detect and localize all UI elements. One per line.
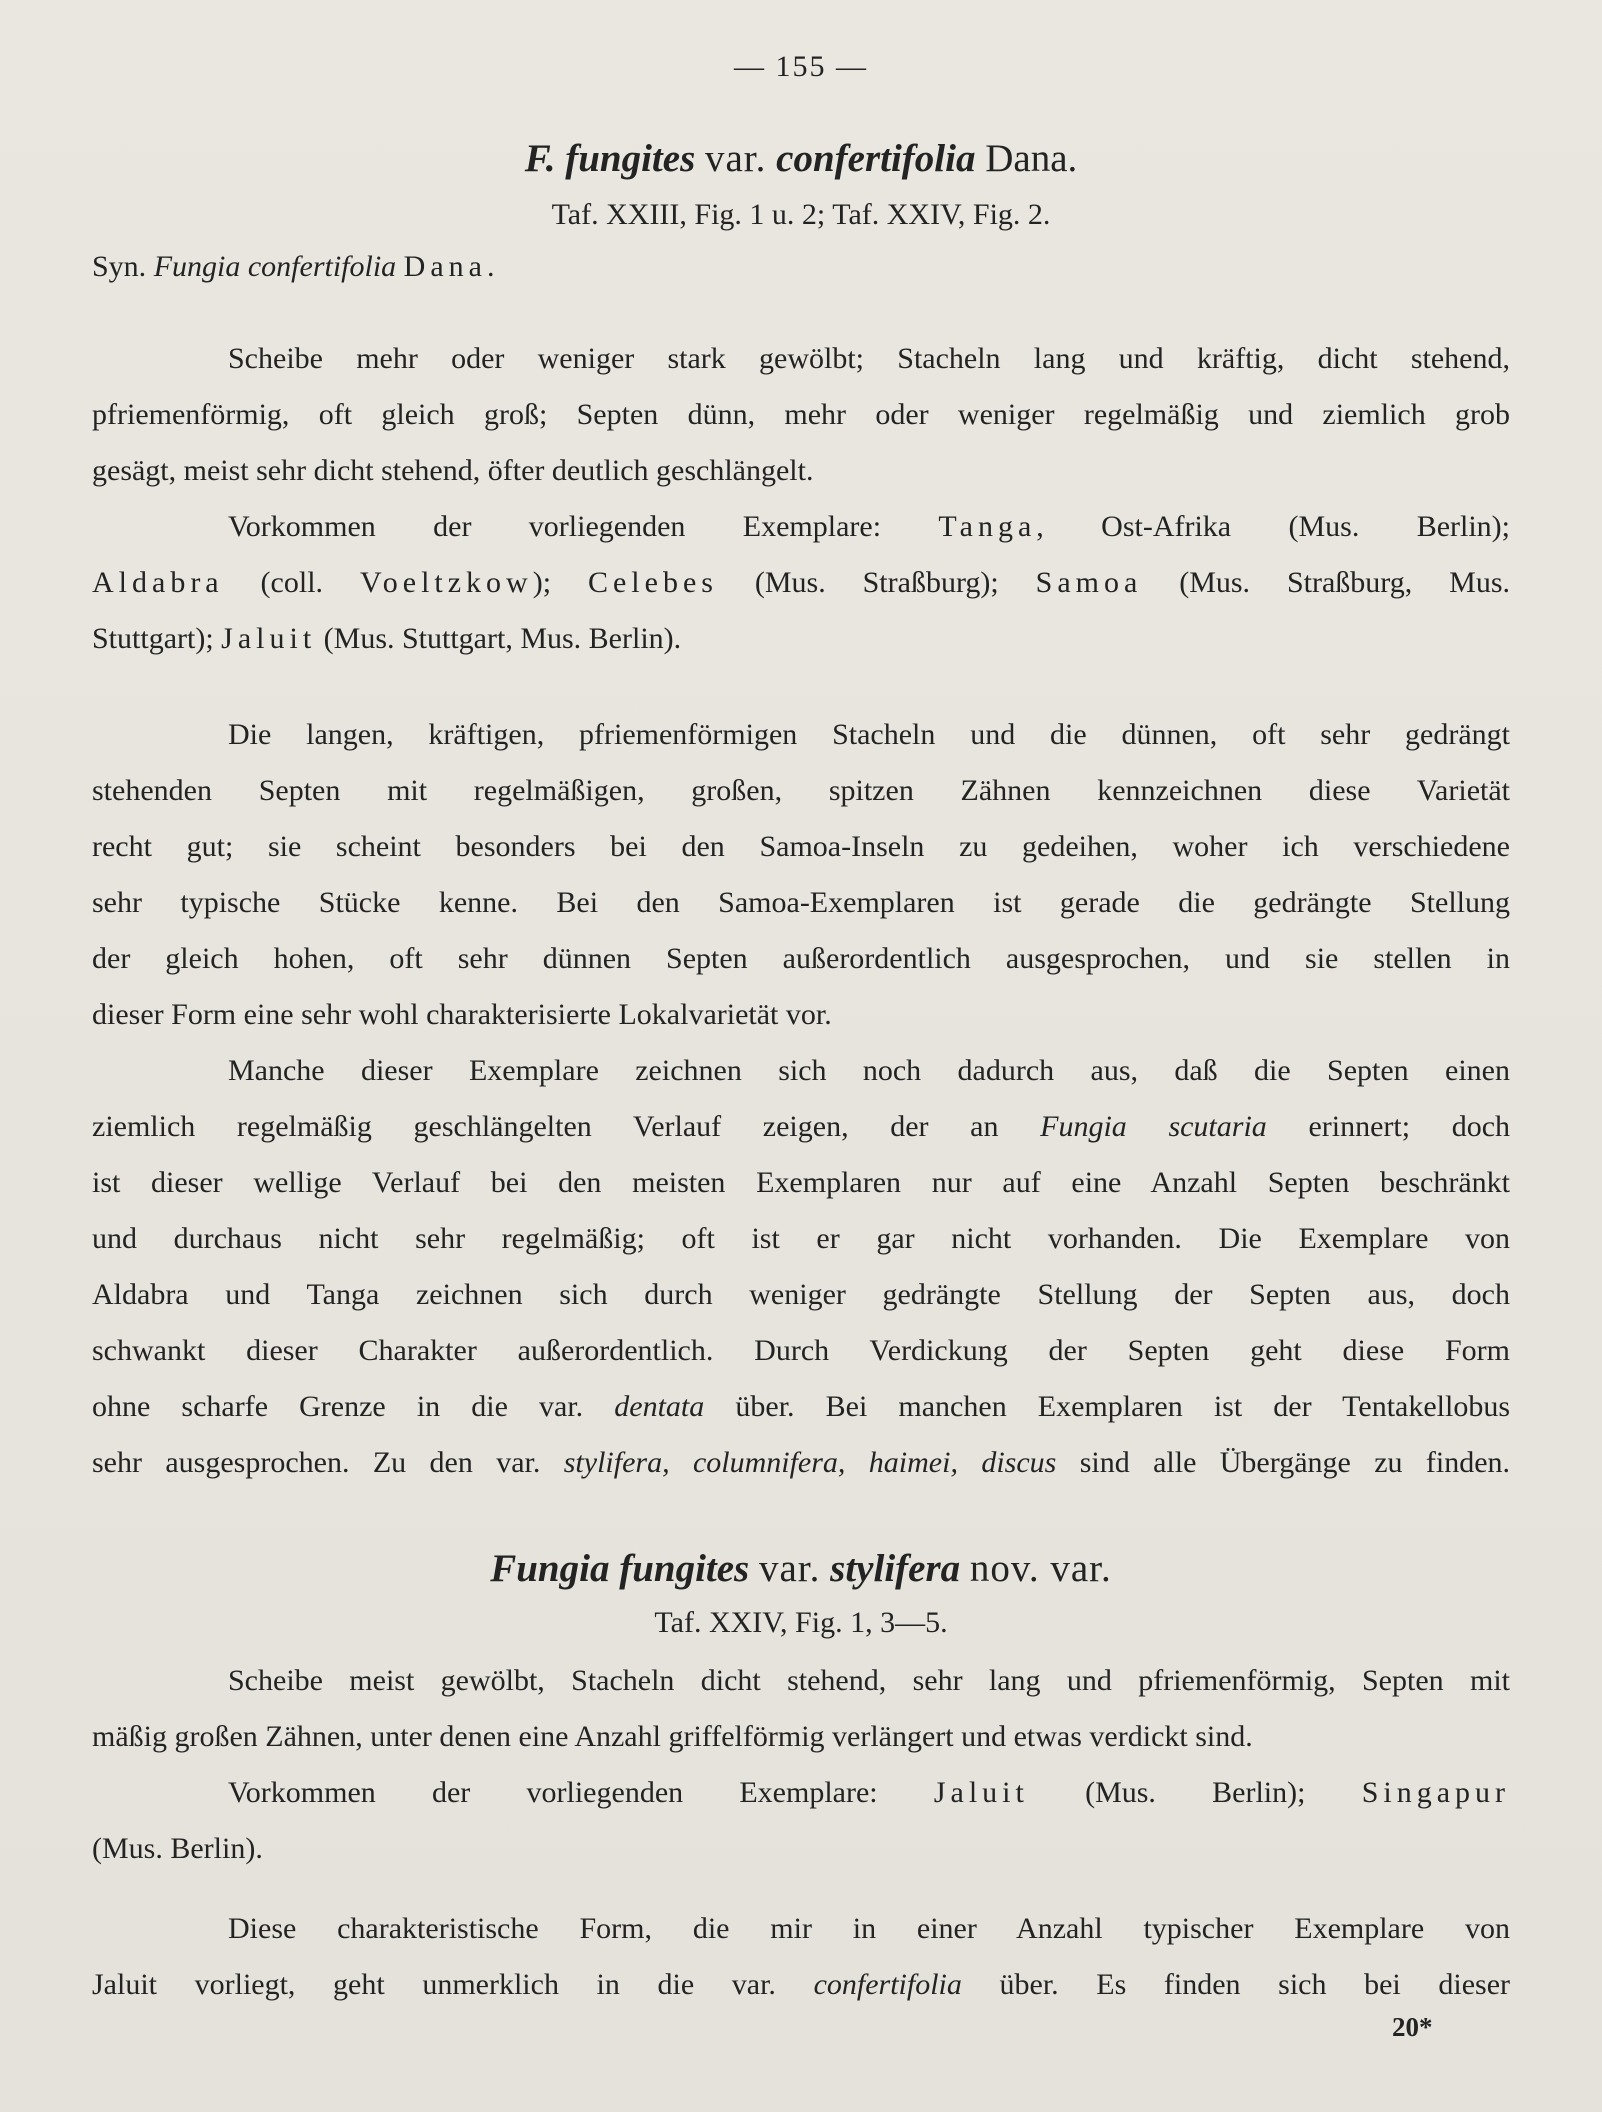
synonym-line: Syn. Fungia confertifolia Dana. bbox=[92, 250, 500, 283]
page-number: — 155 — bbox=[734, 50, 868, 83]
paragraph-line: ohne scharfe Grenze in die var. dentata über. Bei manchen Exemplaren ist der Tentakellobus bbox=[92, 1390, 1510, 1423]
plate-reference-2: Taf. XXIV, Fig. 1, 3—5. bbox=[654, 1606, 948, 1639]
paragraph-line: Jaluit vorliegt, geht unmerklich in die var. confertifolia über. Es finden sich bei dieser bbox=[92, 1968, 1511, 2001]
paragraph-line: ist dieser wellige Verlauf bei den meisten Exemplaren nur auf eine Anzahl Septen beschränkt bbox=[92, 1166, 1510, 1199]
paragraph-line: dieser Form eine sehr wohl charakterisierte Lokalvarietät vor. bbox=[92, 998, 832, 1031]
paragraph-line: Scheibe meist gewölbt, Stacheln dicht stehend, sehr lang und pfriemenförmig, Septen mit bbox=[228, 1664, 1510, 1697]
occurrence-line: Stuttgart); Jaluit (Mus. Stuttgart, Mus. Berlin). bbox=[92, 622, 682, 655]
occurrence-line: Vorkommen der vorliegenden Exemplare: Tanga, Ost-Afrika (Mus. Berlin); bbox=[228, 510, 1510, 543]
paragraph-line: Diese charakteristische Form, die mir in einer Anzahl typischer Exemplare von bbox=[228, 1912, 1510, 1945]
paragraph-line: Scheibe mehr oder weniger stark gewölbt; Stacheln lang und kräftig, dicht stehend, bbox=[228, 342, 1510, 375]
section-title-confertifolia: F. fungites var. confertifolia Dana. bbox=[524, 137, 1078, 180]
paragraph-line: recht gut; sie scheint besonders bei den Samoa-Inseln zu gedeihen, woher ich verschiedene bbox=[92, 830, 1510, 863]
paragraph-line: gesägt, meist sehr dicht stehend, öfter deutlich geschlängelt. bbox=[92, 454, 814, 487]
paragraph-line: stehenden Septen mit regelmäßigen, großen, spitzen Zähnen kennzeichnen diese Varietät bbox=[92, 774, 1510, 807]
paragraph-line: schwankt dieser Charakter außerordentlich. Durch Verdickung der Septen geht diese Form bbox=[92, 1334, 1510, 1367]
occurrence-line: Aldabra (coll. Voeltzkow); Celebes (Mus. Straßburg); Samoa (Mus. Straßburg, Mus. bbox=[92, 566, 1511, 599]
paragraph-line: der gleich hohen, oft sehr dünnen Septen außerordentlich ausgesprochen, und sie stellen in bbox=[92, 942, 1510, 975]
paragraph-line: sehr typische Stücke kenne. Bei den Samoa-Exemplaren ist gerade die gedrängte Stellung bbox=[92, 886, 1510, 919]
plate-reference-1: Taf. XXIII, Fig. 1 u. 2; Taf. XXIV, Fig. 2. bbox=[551, 198, 1051, 231]
paragraph-line: ziemlich regelmäßig geschlängelten Verlauf zeigen, der an Fungia scutaria erinnert; doch bbox=[92, 1110, 1511, 1143]
paragraph-line: und durchaus nicht sehr regelmäßig; oft ist er gar nicht vorhanden. Die Exemplare von bbox=[92, 1222, 1510, 1255]
paragraph-line: sehr ausgesprochen. Zu den var. stylifera, columnifera, haimei, discus sind alle Übergänge zu finden. bbox=[92, 1446, 1511, 1479]
paragraph-line: Aldabra und Tanga zeichnen sich durch weniger gedrängte Stellung der Septen aus, doch bbox=[92, 1278, 1510, 1311]
paragraph-line: mäßig großen Zähnen, unter denen eine Anzahl griffelförmig verlängert und etwas verdickt sind. bbox=[92, 1720, 1253, 1753]
paragraph-line: Manche dieser Exemplare zeichnen sich noch dadurch aus, daß die Septen einen bbox=[228, 1054, 1510, 1087]
occurrence-line: Vorkommen der vorliegenden Exemplare: Jaluit (Mus. Berlin); Singapur bbox=[228, 1776, 1511, 1809]
paragraph-line: Die langen, kräftigen, pfriemenförmigen Stacheln und die dünnen, oft sehr gedrängt bbox=[228, 718, 1510, 751]
occurrence-line: (Mus. Berlin). bbox=[92, 1832, 263, 1865]
paragraph-line: pfriemenförmig, oft gleich groß; Septen dünn, mehr oder weniger regelmäßig und ziemlich grob bbox=[92, 398, 1510, 431]
section-title-stylifera: Fungia fungites var. stylifera nov. var. bbox=[490, 1547, 1112, 1590]
signature-mark: 20* bbox=[1392, 2012, 1433, 2042]
